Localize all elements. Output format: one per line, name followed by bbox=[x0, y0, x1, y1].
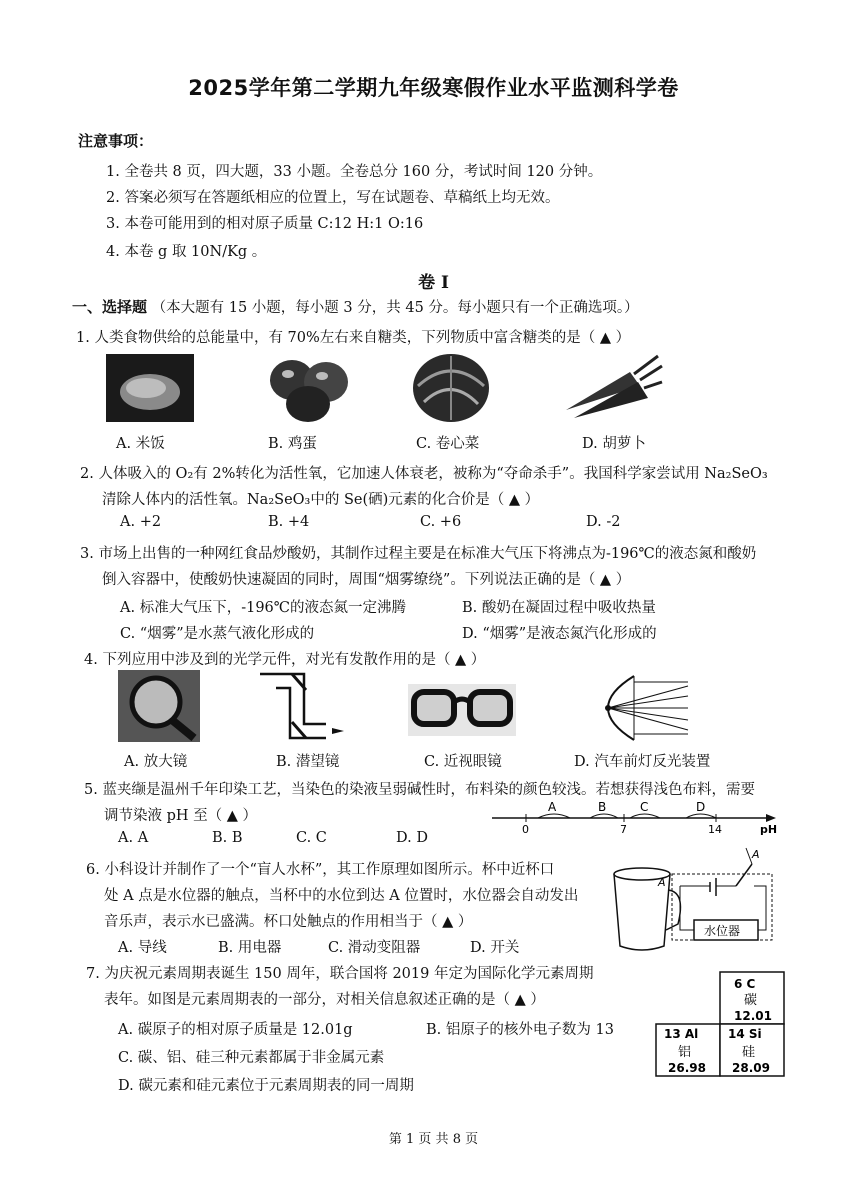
ph-scale-diagram bbox=[490, 800, 780, 836]
q3-option-c: C. “烟雾”是水蒸气液化形成的 bbox=[120, 626, 315, 642]
notice-item: 4. 本卷 g 取 10N/Kg 。 bbox=[106, 244, 267, 260]
carbon-mass: 12.01 bbox=[734, 1009, 772, 1023]
periodic-table-fragment bbox=[654, 970, 788, 1080]
question-5-line1: 5. 蓝夹缬是温州千年印染工艺，当染色的染液呈弱碱性时，布料染的颜色较浅。若想获得浅色布料，需要 bbox=[84, 782, 755, 798]
aluminum-name: 铝 bbox=[678, 1045, 692, 1060]
ph-label-d: D bbox=[696, 800, 706, 814]
question-6-line1: 6. 小科设计并制作了一个“盲人水杯”，其工作原理如图所示。杯中近杯口 bbox=[86, 862, 555, 878]
q4-option-c: C. 近视眼镜 bbox=[424, 754, 502, 770]
aluminum-number-symbol: 13 Al bbox=[664, 1027, 699, 1041]
q2-option-b: B. +4 bbox=[268, 514, 310, 530]
switch-label-a: A bbox=[752, 848, 760, 861]
q1-option-b: B. 鸡蛋 bbox=[268, 436, 317, 452]
page-title: 2025学年第二学期九年级寒假作业水平监测科学卷 bbox=[188, 76, 679, 100]
water-level-cup-diagram bbox=[606, 846, 778, 962]
section-heading bbox=[72, 296, 639, 317]
q1-option-a: A. 米饭 bbox=[116, 436, 165, 452]
notice-heading: 注意事项： bbox=[78, 132, 154, 150]
q6-option-c: C. 滑动变阻器 bbox=[328, 940, 421, 956]
q4-option-a: A. 放大镜 bbox=[124, 754, 188, 770]
question-7-line2: 表年。如图是元素周期表的一部分，对相关信息叙述正确的是（ ▲ ） bbox=[104, 992, 545, 1008]
q7-option-b: B. 铝原子的核外电子数为 13 bbox=[426, 1022, 614, 1038]
q1-option-c: C. 卷心菜 bbox=[416, 436, 480, 452]
question-3-line1: 3. 市场上出售的一种网红食品炒酸奶，其制作过程主要是在标准大气压下将沸点为-196℃的液态氮和酸奶 bbox=[80, 546, 757, 562]
silicon-mass: 28.09 bbox=[732, 1061, 770, 1075]
headlight-reflector-image bbox=[578, 672, 690, 744]
q4-option-d: D. 汽车前灯反光装置 bbox=[574, 754, 711, 770]
ph-tick-14: 14 bbox=[708, 823, 722, 836]
periscope-image bbox=[256, 668, 352, 744]
magnifier-image bbox=[118, 670, 200, 742]
q7-option-c: C. 碳、铝、硅三种元素都属于非金属元素 bbox=[118, 1050, 385, 1066]
q6-option-a: A. 导线 bbox=[118, 940, 167, 956]
page-footer: 第 1 页 共 8 页 bbox=[388, 1132, 479, 1147]
contact-label-a: A bbox=[658, 876, 666, 889]
ph-label-b: B bbox=[598, 800, 607, 814]
rice-image bbox=[106, 354, 194, 422]
question-5-line2: 调节染液 pH 至（ ▲ ） bbox=[104, 808, 258, 824]
q3-option-d: D. “烟雾”是液态氮汽化形成的 bbox=[462, 626, 657, 642]
section-desc: （本大题有 15 小题，每小题 3 分，共 45 分。每小题只有一个正确选项。） bbox=[151, 300, 639, 316]
question-6-line2: 处 A 点是水位器的触点，当杯中的水位到达 A 位置时，水位器会自动发出 bbox=[104, 888, 579, 904]
q5-option-c: C. C bbox=[296, 830, 327, 846]
q2-option-a: A. +2 bbox=[120, 514, 162, 530]
section-title: 一、选择题 bbox=[72, 298, 148, 316]
q7-option-d: D. 碳元素和硅元素位于元素周期表的同一周期 bbox=[118, 1078, 414, 1094]
q3-option-b: B. 酸奶在凝固过程中吸收热量 bbox=[462, 600, 656, 616]
aluminum-mass: 26.98 bbox=[668, 1061, 706, 1075]
question-2-line1: 2. 人体吸入的 O₂有 2%转化为活性氧，它加速人体衰老，被称为“夺命杀手”。我国科学家尝试用 Na₂SeO₃ bbox=[80, 466, 768, 482]
q6-option-d: D. 开关 bbox=[470, 940, 520, 956]
notice-item: 2. 答案必须写在答题纸相应的位置上，写在试题卷、草稿纸上均无效。 bbox=[106, 190, 560, 206]
q2-option-d: D. -2 bbox=[586, 514, 621, 530]
ph-tick-0: 0 bbox=[522, 823, 529, 836]
q7-option-a: A. 碳原子的相对原子质量是 12.01g bbox=[118, 1022, 353, 1038]
egg-image bbox=[262, 352, 354, 424]
question-3-line2: 倒入容器中，使酸奶快速凝固的同时，周围“烟雾缭绕”。下列说法正确的是（ ▲ ） bbox=[102, 572, 631, 588]
question-6-line3: 音乐声，表示水已盛满。杯口处触点的作用相当于（ ▲ ） bbox=[104, 914, 473, 930]
question-2-line2: 清除人体内的活性氧。Na₂SeO₃中的 Se(硒)元素的化合价是（ ▲ ） bbox=[102, 492, 540, 508]
q4-option-b: B. 潜望镜 bbox=[276, 754, 340, 770]
ph-unit: pH bbox=[760, 823, 778, 836]
question-4-stem: 4. 下列应用中涉及到的光学元件，对光有发散作用的是（ ▲ ） bbox=[84, 652, 486, 668]
question-1-stem: 1. 人类食物供给的总能量中，有 70%左右来自糖类，下列物质中富含糖类的是（ ▲ ） bbox=[76, 330, 631, 346]
q5-option-a: A. A bbox=[118, 830, 149, 846]
cabbage-image bbox=[408, 346, 494, 426]
silicon-number-symbol: 14 Si bbox=[728, 1027, 762, 1041]
q1-option-d: D. 胡萝卜 bbox=[582, 436, 646, 452]
silicon-name: 硅 bbox=[742, 1045, 756, 1060]
q5-option-b: B. B bbox=[212, 830, 243, 846]
q2-option-c: C. +6 bbox=[420, 514, 462, 530]
water-level-device-label: 水位器 bbox=[704, 924, 741, 938]
carbon-number-symbol: 6 C bbox=[734, 977, 756, 991]
question-7-line1: 7. 为庆祝元素周期表诞生 150 周年，联合国将 2019 年定为国际化学元素周期 bbox=[86, 966, 594, 982]
notice-item: 3. 本卷可能用到的相对原子质量 C:12 H:1 O:16 bbox=[106, 216, 424, 232]
q5-option-d: D. D bbox=[396, 830, 428, 846]
glasses-image bbox=[408, 684, 516, 736]
volume-heading: 卷 I bbox=[418, 273, 449, 293]
ph-label-a: A bbox=[548, 800, 557, 814]
ph-label-c: C bbox=[640, 800, 649, 814]
ph-tick-7: 7 bbox=[620, 823, 627, 836]
notice-item: 1. 全卷共 8 页，四大题，33 小题。全卷总分 160 分，考试时间 120 分钟。 bbox=[106, 164, 603, 180]
q6-option-b: B. 用电器 bbox=[218, 940, 282, 956]
carbon-name: 碳 bbox=[744, 993, 758, 1008]
q3-option-a: A. 标准大气压下，-196℃的液态氮一定沸腾 bbox=[120, 600, 406, 616]
carrot-image bbox=[560, 352, 664, 424]
